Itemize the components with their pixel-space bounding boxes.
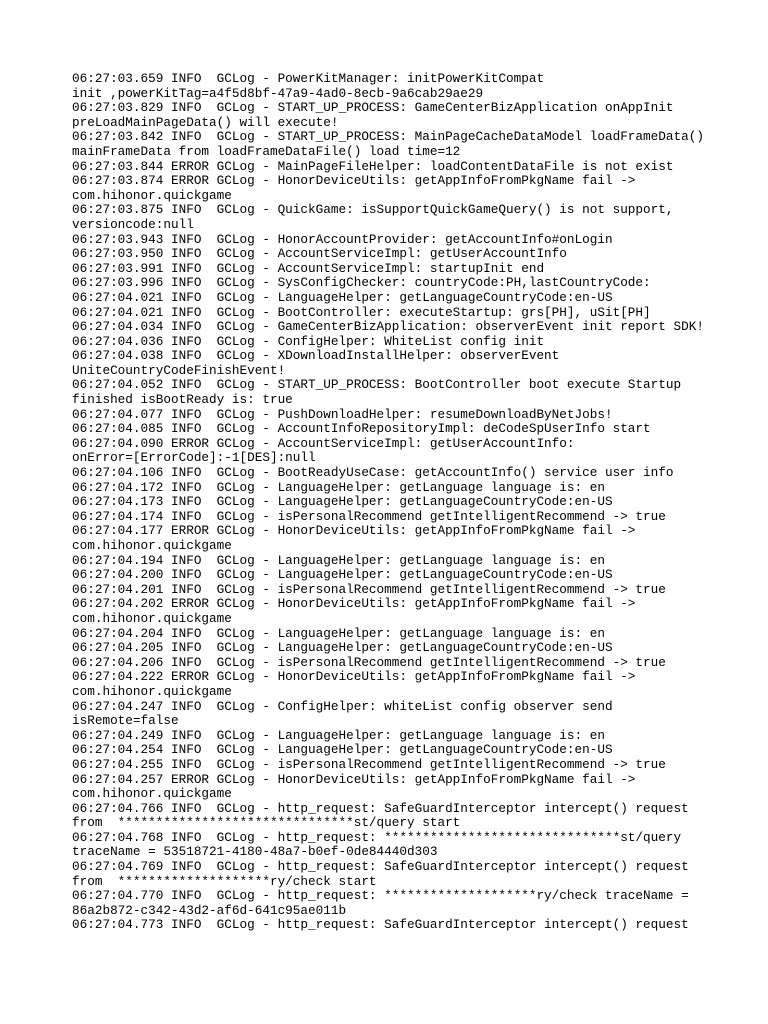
log-line: 06:27:04.036 INFO GCLog - ConfigHelper: WhiteList config init <box>72 333 545 349</box>
log-line: preLoadMainPageData() will execute! <box>72 114 339 130</box>
log-line: 06:27:04.770 INFO GCLog - http_request: ********************ry/check traceName = <box>72 888 689 904</box>
log-line: 06:27:04.052 INFO GCLog - START_UP_PROCESS: BootController boot execute Startup <box>72 377 682 393</box>
log-line: 06:27:04.090 ERROR GCLog - AccountServiceImpl: getUserAccountInfo: <box>72 435 575 451</box>
log-line: 06:27:03.991 INFO GCLog - AccountServiceImpl: startupInit end <box>72 260 545 276</box>
log-line: 06:27:04.766 INFO GCLog - http_request: SafeGuardInterceptor intercept() request <box>72 800 689 816</box>
log-line: 06:27:04.206 INFO GCLog - isPersonalRecommend getIntelligentRecommend -> true <box>72 654 666 670</box>
log-line: 06:27:04.172 INFO GCLog - LanguageHelper: getLanguage language is: en <box>72 479 605 495</box>
log-line: 06:27:04.249 INFO GCLog - LanguageHelper: getLanguage language is: en <box>72 727 605 743</box>
log-line: com.hihonor.quickgame <box>72 786 232 802</box>
log-line: 06:27:03.996 INFO GCLog - SysConfigChecker: countryCode:PH,lastCountryCode: <box>72 275 651 291</box>
log-line: com.hihonor.quickgame <box>72 683 232 699</box>
log-line: 06:27:03.943 INFO GCLog - HonorAccountProvider: getAccountInfo#onLogin <box>72 231 613 247</box>
log-line: UniteCountryCodeFinishEvent! <box>72 362 286 378</box>
log-line: 86a2b872-c342-43d2-af6d-641c95ae011b <box>72 902 347 918</box>
log-line: traceName = 53518721-4180-48a7-b0ef-0de84440d303 <box>72 844 438 860</box>
log-line: 06:27:04.247 INFO GCLog - ConfigHelper: whiteList config observer send <box>72 698 613 714</box>
log-line: 06:27:04.222 ERROR GCLog - HonorDeviceUtils: getAppInfoFromPkgName fail -> <box>72 669 636 685</box>
log-line: 06:27:04.106 INFO GCLog - BootReadyUseCase: getAccountInfo() service user info <box>72 465 674 481</box>
log-text-block <box>72 72 712 933</box>
log-line: 06:27:03.842 INFO GCLog - START_UP_PROCESS: MainPageCacheDataModel loadFrameData() <box>72 129 704 145</box>
log-line: init ,powerKitTag=a4f5d8bf-47a9-4ad0-8ecb-9a6cab29ae29 <box>72 85 484 101</box>
log-line: 06:27:04.254 INFO GCLog - LanguageHelper: getLanguageCountryCode:en-US <box>72 742 613 758</box>
log-line: versioncode:null <box>72 216 194 232</box>
log-line: 06:27:03.950 INFO GCLog - AccountServiceImpl: getUserAccountInfo <box>72 246 567 262</box>
log-line: 06:27:04.201 INFO GCLog - isPersonalRecommend getIntelligentRecommend -> true <box>72 581 666 597</box>
log-line: com.hihonor.quickgame <box>72 187 232 203</box>
log-line: 06:27:04.255 INFO GCLog - isPersonalRecommend getIntelligentRecommend -> true <box>72 756 666 772</box>
log-line: 06:27:04.021 INFO GCLog - LanguageHelper: getLanguageCountryCode:en-US <box>72 289 613 305</box>
log-line: 06:27:04.021 INFO GCLog - BootController: executeStartup: grs[PH], uSit[PH] <box>72 304 651 320</box>
log-line: from *******************************st/query start <box>72 815 461 831</box>
log-line: 06:27:03.844 ERROR GCLog - MainPageFileHelper: loadContentDataFile is not exist <box>72 158 674 174</box>
log-line: com.hihonor.quickgame <box>72 610 232 626</box>
log-line: 06:27:04.769 INFO GCLog - http_request: SafeGuardInterceptor intercept() request <box>72 859 689 875</box>
log-line: finished isBootReady is: true <box>72 392 293 408</box>
log-line: 06:27:04.174 INFO GCLog - isPersonalRecommend getIntelligentRecommend -> true <box>72 508 666 524</box>
log-line: 06:27:03.874 ERROR GCLog - HonorDeviceUtils: getAppInfoFromPkgName fail -> <box>72 173 636 189</box>
log-line: 06:27:04.085 INFO GCLog - AccountInfoRepositoryImpl: deCodeSpUserInfo start <box>72 421 651 437</box>
log-line: from ********************ry/check start <box>72 873 377 889</box>
log-line: 06:27:04.200 INFO GCLog - LanguageHelper: getLanguageCountryCode:en-US <box>72 567 613 583</box>
log-line: 06:27:03.659 INFO GCLog - PowerKitManager: initPowerKitCompat <box>72 71 545 86</box>
log-line: 06:27:04.202 ERROR GCLog - HonorDeviceUtils: getAppInfoFromPkgName fail -> <box>72 596 636 612</box>
log-line: 06:27:04.257 ERROR GCLog - HonorDeviceUtils: getAppInfoFromPkgName fail -> <box>72 771 636 787</box>
log-line: 06:27:04.773 INFO GCLog - http_request: SafeGuardInterceptor intercept() request <box>72 917 689 933</box>
log-line: 06:27:04.204 INFO GCLog - LanguageHelper: getLanguage language is: en <box>72 625 605 641</box>
log-line: 06:27:04.077 INFO GCLog - PushDownloadHelper: resumeDownloadByNetJobs! <box>72 406 613 422</box>
log-line: mainFrameData from loadFrameDataFile() load time=12 <box>72 143 461 159</box>
log-line: 06:27:04.205 INFO GCLog - LanguageHelper: getLanguageCountryCode:en-US <box>72 640 613 656</box>
log-line: 06:27:04.768 INFO GCLog - http_request: *******************************st/query <box>72 829 682 845</box>
log-line: 06:27:04.034 INFO GCLog - GameCenterBizApplication: observerEvent init report SDK! <box>72 319 704 335</box>
log-line: isRemote=false <box>72 713 179 729</box>
log-line: 06:27:03.829 INFO GCLog - START_UP_PROCESS: GameCenterBizApplication onAppInit <box>72 100 674 116</box>
log-line: 06:27:04.194 INFO GCLog - LanguageHelper: getLanguage language is: en <box>72 552 605 568</box>
log-line: 06:27:04.173 INFO GCLog - LanguageHelper: getLanguageCountryCode:en-US <box>72 494 613 510</box>
log-line: com.hihonor.quickgame <box>72 538 232 553</box>
log-line: 06:27:03.875 INFO GCLog - QuickGame: isSupportQuickGameQuery() is not support, <box>72 202 674 218</box>
log-line: 06:27:04.177 ERROR GCLog - HonorDeviceUtils: getAppInfoFromPkgName fail -> <box>72 523 636 539</box>
log-line: onError=[ErrorCode]:-1[DES]:null <box>72 450 316 466</box>
log-line: 06:27:04.038 INFO GCLog - XDownloadInstallHelper: observerEvent <box>72 348 560 364</box>
